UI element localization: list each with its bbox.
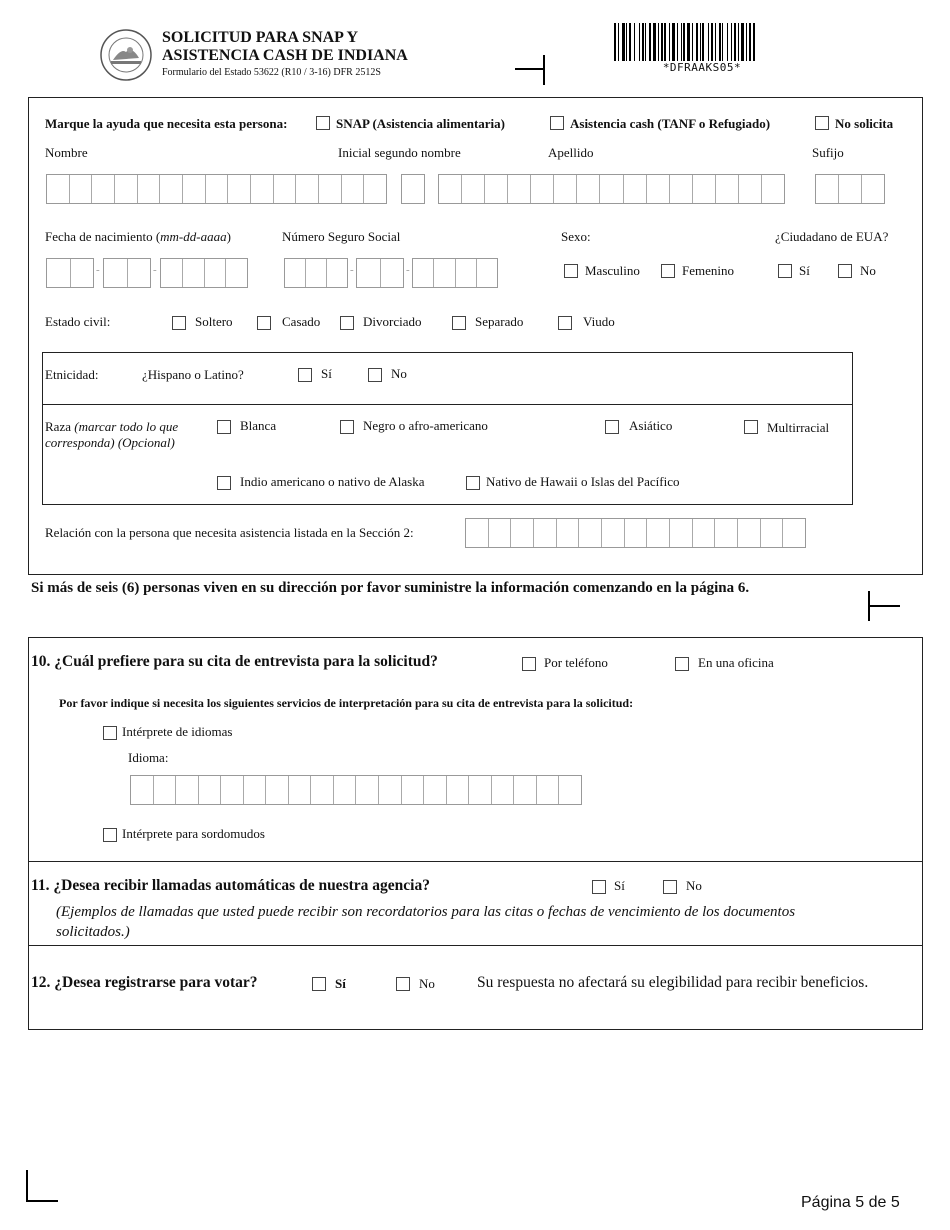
widowed-checkbox[interactable] (558, 316, 572, 330)
vote-no-label: No (419, 976, 435, 991)
dob-label: Fecha de nacimiento (mm-dd-aaaa) (45, 229, 231, 244)
office-interview-label: En una oficina (698, 655, 774, 670)
char-cell[interactable] (402, 175, 424, 203)
char-cell[interactable] (646, 175, 669, 203)
char-cell[interactable] (265, 776, 288, 804)
first-name-label: Nombre (45, 145, 88, 160)
barcode-bar (749, 23, 751, 61)
char-cell[interactable] (599, 175, 622, 203)
registration-mark (868, 605, 900, 607)
barcode-bar (639, 23, 640, 61)
divider (28, 945, 923, 946)
char-cell[interactable] (433, 259, 454, 287)
snap-checkbox[interactable] (316, 116, 330, 130)
char-cell[interactable] (553, 175, 576, 203)
char-cell[interactable] (91, 175, 114, 203)
char-cell[interactable] (205, 175, 228, 203)
suffix-label: Sufijo (812, 145, 844, 160)
language-interpreter-checkbox[interactable] (103, 726, 117, 740)
barcode-text: *DFRAAKS05* (662, 61, 742, 74)
dob-separator: - (153, 264, 157, 276)
form-title-line2: ASISTENCIA CASH DE INDIANA (162, 47, 408, 64)
char-cell[interactable] (507, 175, 530, 203)
more-people-note: Si más de seis (6) personas viven en su dirección por favor suministre la información comenzando en la página 6. (31, 580, 750, 596)
ssn-part3-input[interactable] (412, 258, 498, 288)
barcode-bar (677, 23, 678, 61)
char-cell[interactable] (104, 259, 127, 287)
female-checkbox[interactable] (661, 264, 675, 278)
barcode-bar (629, 23, 631, 61)
char-cell[interactable] (127, 259, 151, 287)
hispanic-yes-checkbox[interactable] (298, 368, 312, 382)
char-cell[interactable] (288, 776, 311, 804)
vote-eligibility-note: Su respuesta no afectará su elegibilidad para recibir beneficios. (477, 974, 869, 991)
cash-assistance-label: Asistencia cash (TANF o Refugiado) (570, 116, 771, 131)
char-cell[interactable] (466, 519, 488, 547)
ethnicity-label: Etnicidad: (45, 367, 99, 382)
robocall-examples: (Ejemplos de llamadas que usted puede recibir son recordatorios para las citas o fechas de vencimiento de los documentos solicitados.) (56, 904, 796, 940)
char-cell[interactable] (558, 776, 581, 804)
char-cell[interactable] (530, 175, 553, 203)
citizen-yes-checkbox[interactable] (778, 264, 792, 278)
char-cell[interactable] (159, 175, 182, 203)
char-cell[interactable] (861, 175, 884, 203)
ssn-part1-input[interactable] (284, 258, 348, 288)
barcode-bar (696, 23, 698, 61)
not-requesting-checkbox[interactable] (815, 116, 829, 130)
char-cell[interactable] (669, 519, 692, 547)
barcode-bar (642, 23, 644, 61)
barcode-bar (626, 23, 627, 61)
char-cell[interactable] (182, 259, 204, 287)
separated-checkbox[interactable] (452, 316, 466, 330)
barcode-bar (634, 23, 635, 61)
citizen-no-checkbox[interactable] (838, 264, 852, 278)
relationship-input[interactable] (465, 518, 806, 548)
barcode-bar (622, 23, 625, 61)
widowed-label: Viudo (583, 314, 615, 329)
barcode-bar (687, 23, 690, 61)
char-cell[interactable] (446, 776, 469, 804)
page-number: Página 5 de 5 (801, 1194, 900, 1211)
divider (28, 861, 923, 862)
char-cell[interactable] (378, 776, 401, 804)
char-cell[interactable] (326, 259, 347, 287)
char-cell[interactable] (137, 175, 160, 203)
language-interpreter-label: Intérprete de idiomas (122, 724, 233, 739)
char-cell[interactable] (413, 259, 433, 287)
marital-status-label: Estado civil: (45, 314, 111, 329)
dob-year-input[interactable] (160, 258, 248, 288)
char-cell[interactable] (355, 776, 378, 804)
char-cell[interactable] (646, 519, 669, 547)
assistance-prompt: Marque la ayuda que necesita esta persona: (45, 116, 288, 131)
char-cell[interactable] (624, 519, 647, 547)
barcode-bar (746, 23, 747, 61)
single-checkbox[interactable] (172, 316, 186, 330)
divorced-checkbox[interactable] (340, 316, 354, 330)
char-cell[interactable] (715, 175, 738, 203)
phone-interview-label: Por teléfono (544, 655, 608, 670)
char-cell[interactable] (476, 259, 497, 287)
citizen-label: ¿Ciudadano de EUA? (775, 229, 889, 244)
pacific-islander-checkbox[interactable] (466, 476, 480, 490)
q10-question: 10. ¿Cuál prefiere para su cita de entrevista para la solicitud? (31, 653, 438, 670)
single-label: Soltero (195, 314, 233, 329)
citizen-yes-label: Sí (799, 263, 810, 278)
char-cell[interactable] (510, 519, 533, 547)
native-american-label: Indio americano o nativo de Alaska (240, 474, 425, 489)
char-cell[interactable] (782, 519, 805, 547)
male-checkbox[interactable] (564, 264, 578, 278)
char-cell[interactable] (439, 175, 461, 203)
middle-initial-label: Inicial segundo nombre (338, 145, 461, 160)
male-label: Masculino (585, 263, 640, 278)
char-cell[interactable] (738, 175, 761, 203)
barcode-bar (719, 23, 721, 61)
barcode-bar (658, 23, 659, 61)
hispanic-yes-label: Sí (321, 366, 332, 381)
suffix-input[interactable] (815, 174, 885, 204)
barcode-bar (741, 23, 744, 61)
char-cell[interactable] (357, 259, 380, 287)
ssn-separator: - (350, 264, 354, 276)
barcode-bar (649, 23, 651, 61)
char-cell[interactable] (333, 776, 356, 804)
married-label: Casado (282, 314, 321, 329)
native-american-checkbox[interactable] (217, 476, 231, 490)
char-cell[interactable] (131, 776, 153, 804)
hispanic-no-label: No (391, 366, 407, 381)
barcode-bar (715, 23, 716, 61)
sex-label: Sexo: (561, 229, 591, 244)
char-cell[interactable] (47, 175, 69, 203)
barcode-bar (661, 23, 663, 61)
char-cell[interactable] (578, 519, 601, 547)
registration-mark (26, 1200, 58, 1202)
language-input[interactable] (130, 775, 582, 805)
form-number: Formulario del Estado 53622 (R10 / 3-16) DFR 2512S (162, 67, 381, 78)
not-requesting-label: No solicita (835, 116, 894, 131)
char-cell[interactable] (455, 259, 476, 287)
char-cell[interactable] (488, 519, 511, 547)
char-cell[interactable] (47, 259, 70, 287)
barcode-bar (681, 23, 682, 61)
char-cell[interactable] (161, 259, 182, 287)
barcode-bar (727, 23, 728, 61)
language-label: Idioma: (128, 750, 169, 765)
asian-label: Asiático (629, 418, 673, 433)
multiracial-checkbox[interactable] (744, 420, 758, 434)
char-cell[interactable] (227, 175, 250, 203)
form-title-line1: SOLICITUD PARA SNAP Y (162, 29, 359, 46)
char-cell[interactable] (491, 776, 514, 804)
char-cell[interactable] (318, 175, 341, 203)
char-cell[interactable] (310, 776, 333, 804)
deaf-interpreter-checkbox[interactable] (103, 828, 117, 842)
phone-interview-checkbox[interactable] (522, 657, 536, 671)
char-cell[interactable] (816, 175, 838, 203)
female-label: Femenino (682, 263, 734, 278)
registration-mark (515, 68, 545, 70)
char-cell[interactable] (484, 175, 507, 203)
last-name-input[interactable] (438, 174, 785, 204)
dob-day-input[interactable] (103, 258, 151, 288)
pacific-islander-label: Nativo de Hawaii o Islas del Pacífico (486, 474, 680, 489)
citizen-no-label: No (860, 263, 876, 278)
char-cell[interactable] (153, 776, 176, 804)
char-cell[interactable] (363, 175, 386, 203)
char-cell[interactable] (225, 259, 247, 287)
char-cell[interactable] (576, 175, 599, 203)
char-cell[interactable] (175, 776, 198, 804)
barcode-bar (753, 23, 755, 61)
char-cell[interactable] (461, 175, 484, 203)
char-cell[interactable] (513, 776, 536, 804)
divider (42, 404, 853, 405)
cash-assistance-checkbox[interactable] (550, 116, 564, 130)
dob-month-input[interactable] (46, 258, 94, 288)
barcode-bar (614, 23, 616, 61)
barcode-bar (672, 23, 675, 61)
barcode-bar (645, 23, 646, 61)
char-cell[interactable] (114, 175, 137, 203)
q11-question: 11. ¿Desea recibir llamadas automáticas de nuestra agencia? (31, 877, 430, 894)
char-cell[interactable] (243, 776, 266, 804)
black-checkbox[interactable] (340, 420, 354, 434)
ssn-separator: - (406, 264, 410, 276)
ssn-part2-input[interactable] (356, 258, 404, 288)
char-cell[interactable] (423, 776, 446, 804)
ssn-label: Número Seguro Social (282, 229, 401, 244)
char-cell[interactable] (468, 776, 491, 804)
barcode-bar (734, 23, 736, 61)
robocall-no-checkbox[interactable] (663, 880, 677, 894)
registration-mark-vertical (26, 1170, 28, 1202)
char-cell[interactable] (295, 175, 318, 203)
first-name-input[interactable] (46, 174, 387, 204)
barcode-bar (722, 23, 723, 61)
multiracial-label: Multirracial (767, 420, 830, 435)
asian-checkbox[interactable] (605, 420, 619, 434)
hispanic-question: ¿Hispano o Latino? (142, 367, 244, 382)
divorced-label: Divorciado (363, 314, 422, 329)
middle-initial-input[interactable] (401, 174, 425, 204)
state-seal-logo (99, 28, 153, 82)
char-cell[interactable] (250, 175, 273, 203)
barcode-bar (618, 23, 619, 61)
char-cell[interactable] (692, 519, 715, 547)
barcode-bar (669, 23, 670, 61)
char-cell[interactable] (669, 175, 692, 203)
char-cell[interactable] (601, 519, 624, 547)
robocall-yes-label: Sí (614, 878, 625, 893)
char-cell[interactable] (556, 519, 579, 547)
char-cell[interactable] (737, 519, 760, 547)
char-cell[interactable] (380, 259, 404, 287)
race-label: Raza (marcar todo lo que corresponda) (Opcional) (45, 419, 179, 450)
separated-label: Separado (475, 314, 524, 329)
last-name-label: Apellido (548, 145, 594, 160)
char-cell[interactable] (341, 175, 364, 203)
char-cell[interactable] (198, 776, 221, 804)
char-cell[interactable] (536, 776, 559, 804)
char-cell[interactable] (714, 519, 737, 547)
char-cell[interactable] (760, 519, 783, 547)
char-cell[interactable] (761, 175, 784, 203)
barcode-bar (653, 23, 656, 61)
registration-mark-vertical (543, 55, 545, 85)
char-cell[interactable] (182, 175, 205, 203)
char-cell[interactable] (70, 259, 94, 287)
barcode-bar (708, 23, 709, 61)
barcode-bar (683, 23, 685, 61)
office-interview-checkbox[interactable] (675, 657, 689, 671)
vote-yes-label: Sí (335, 976, 346, 991)
deaf-interpreter-label: Intérprete para sordomudos (122, 826, 265, 841)
robocall-yes-checkbox[interactable] (592, 880, 606, 894)
char-cell[interactable] (285, 259, 305, 287)
vote-yes-checkbox[interactable] (312, 977, 326, 991)
robocall-no-label: No (686, 878, 702, 893)
char-cell[interactable] (623, 175, 646, 203)
barcode-bar (692, 23, 693, 61)
snap-label: SNAP (Asistencia alimentaria) (336, 116, 505, 131)
dob-separator: - (96, 264, 100, 276)
char-cell[interactable] (273, 175, 296, 203)
char-cell[interactable] (401, 776, 424, 804)
hispanic-no-checkbox[interactable] (368, 368, 382, 382)
white-checkbox[interactable] (217, 420, 231, 434)
barcode-bar (664, 23, 666, 61)
barcode-bar (711, 23, 713, 61)
char-cell[interactable] (69, 175, 92, 203)
barcode (614, 23, 790, 61)
relationship-label: Relación con la persona que necesita asistencia listada en la Sección 2: (45, 525, 414, 540)
barcode-bar (700, 23, 701, 61)
interpretation-prompt: Por favor indique si necesita los siguientes servicios de interpretación para su cita de entrevista para la solicitud: (59, 696, 634, 710)
white-label: Blanca (240, 418, 277, 433)
barcode-bar (738, 23, 739, 61)
barcode-bar (731, 23, 732, 61)
married-checkbox[interactable] (257, 316, 271, 330)
q12-question: 12. ¿Desea registrarse para votar? (31, 974, 258, 991)
char-cell[interactable] (204, 259, 226, 287)
registration-mark-vertical (868, 591, 870, 621)
char-cell[interactable] (305, 259, 326, 287)
char-cell[interactable] (533, 519, 556, 547)
char-cell[interactable] (838, 175, 861, 203)
vote-no-checkbox[interactable] (396, 977, 410, 991)
barcode-bar (702, 23, 704, 61)
char-cell[interactable] (692, 175, 715, 203)
black-label: Negro o afro-americano (363, 418, 488, 433)
char-cell[interactable] (220, 776, 243, 804)
